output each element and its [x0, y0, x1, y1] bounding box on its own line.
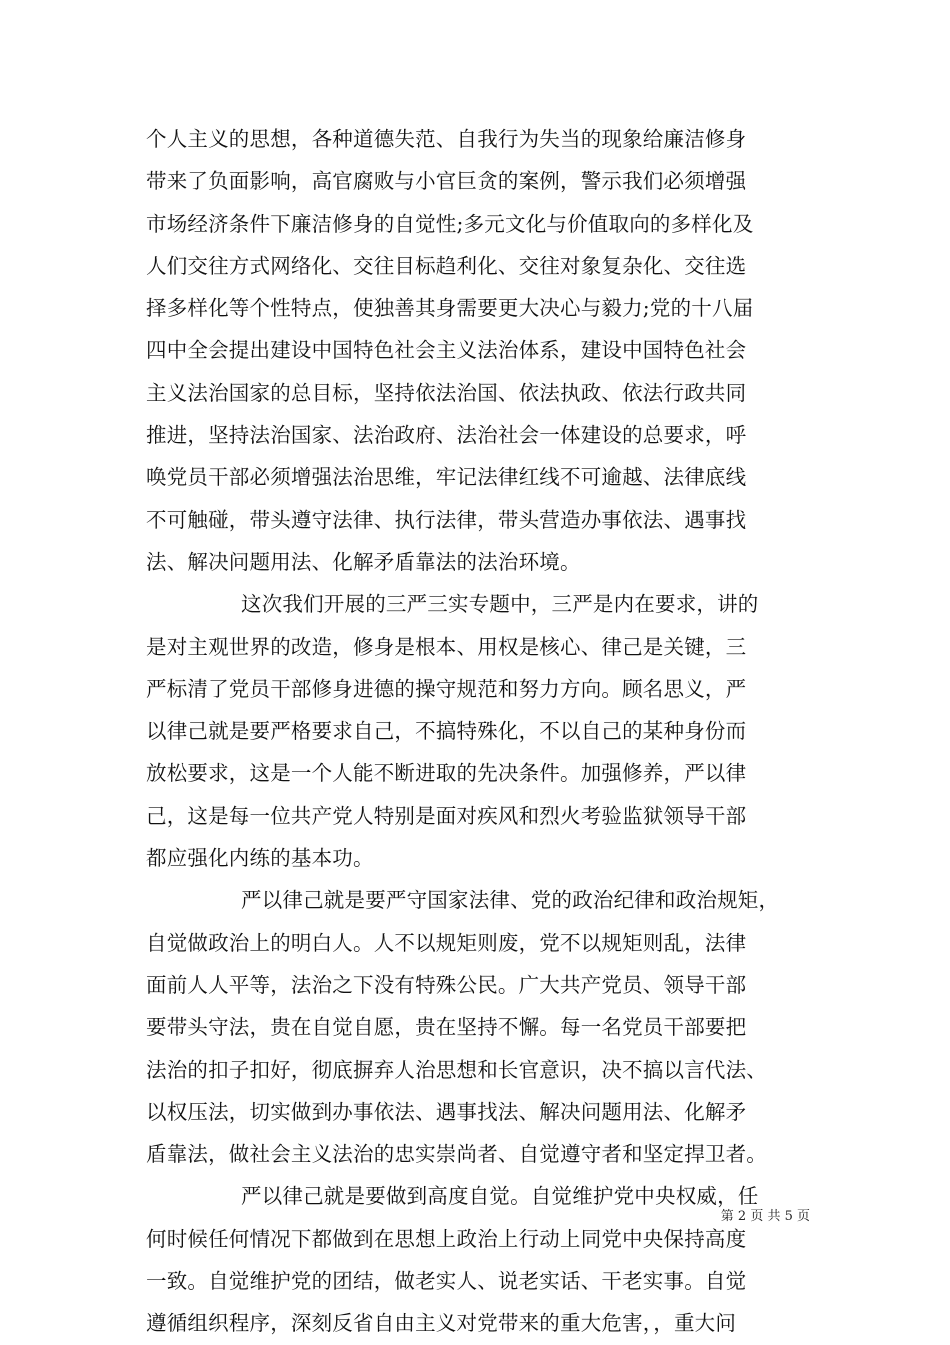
- text-line: 唤党员干部必须增强法治思维，牢记法律红线不可逾越、法律底线: [146, 465, 747, 490]
- text-line: 都应强化内练的基本功。: [146, 846, 374, 871]
- text-line: 个人主义的思想，各种道德失范、自我行为失当的现象给廉洁修身: [146, 127, 747, 151]
- text-line: 带来了负面影响，高官腐败与小官巨贪的案例，警示我们必须增强: [146, 169, 747, 194]
- text-line: 四中全会提出建设中国特色社会主义法治体系，建设中国特色社会: [146, 338, 747, 363]
- document-body: [146, 118, 826, 1345]
- text-line: 择多样化等个性特点，使独善其身需要更大决心与毅力;党的十八届: [146, 296, 754, 321]
- text-line: 面前人人平等，法治之下没有特殊公民。广大共产党员、领导干部: [146, 972, 747, 997]
- text-line: 是对主观世界的改造，修身是根本、用权是核心、律己是关键，三: [146, 634, 747, 659]
- text-line: 推进，坚持法治国家、法治政府、法治社会一体建设的总要求，呼: [146, 423, 747, 448]
- page-number: 第 2 页 共 5 页: [720, 1209, 810, 1224]
- text-line: 严以律己就是要做到高度自觉。自觉维护党中央权威，任: [241, 1184, 759, 1209]
- text-line: 以律己就是要严格要求自己，不搞特殊化，不以自己的某种身份而: [146, 719, 747, 744]
- text-line: 自觉做政治上的明白人。人不以规矩则废，党不以规矩则乱，法律: [146, 930, 747, 955]
- text-line: 遵循组织程序，深刻反省自由主义对党带来的重大危害，，重大问: [146, 1311, 737, 1336]
- text-line: 法、解决问题用法、化解矛盾靠法的法治环境。: [146, 549, 581, 574]
- text-line: 这次我们开展的三严三实专题中，三严是内在要求，讲的: [241, 592, 759, 617]
- text-line: 以权压法，切实做到办事依法、遇事找法、解决问题用法、化解矛: [146, 1099, 747, 1124]
- text-line: 人们交往方式网络化、交往目标趋利化、交往对象复杂化、交往选: [146, 253, 747, 278]
- text-line: 盾靠法，做社会主义法治的忠实崇尚者、自觉遵守者和坚定捍卫者。: [146, 1142, 767, 1167]
- text-line: 严以律己就是要严守国家法律、党的政治纪律和政治规矩，: [241, 888, 780, 913]
- text-line: 市场经济条件下廉洁修身的自觉性;多元文化与价值取向的多样化及: [146, 211, 754, 236]
- text-line: 主义法治国家的总目标，坚持依法治国、依法执政、依法行政共同: [146, 380, 747, 405]
- text-line: 放松要求，这是一个人能不断进取的先决条件。加强修养，严以律: [146, 761, 747, 786]
- text-line: 严标清了党员干部修身进德的操守规范和努力方向。顾名思义，严: [146, 676, 747, 701]
- text-line: 不可触碰，带头遵守法律、执行法律，带头营造办事依法、遇事找: [146, 507, 747, 532]
- text-line: 要带头守法，贵在自觉自愿，贵在坚持不懈。每一名党员干部要把: [146, 1015, 747, 1040]
- text-line: 何时候任何情况下都做到在思想上政治上行动上同党中央保持高度: [146, 1226, 747, 1251]
- text-line: 一致。自觉维护党的团结，做老实人、说老实话、干老实事。自觉: [146, 1269, 747, 1294]
- text-line: 己，这是每一位共产党人特别是面对疾风和烈火考验监狱领导干部: [146, 803, 747, 828]
- text-line: 法治的扣子扣好，彻底摒弃人治思想和长官意识，决不搞以言代法、: [146, 1057, 767, 1082]
